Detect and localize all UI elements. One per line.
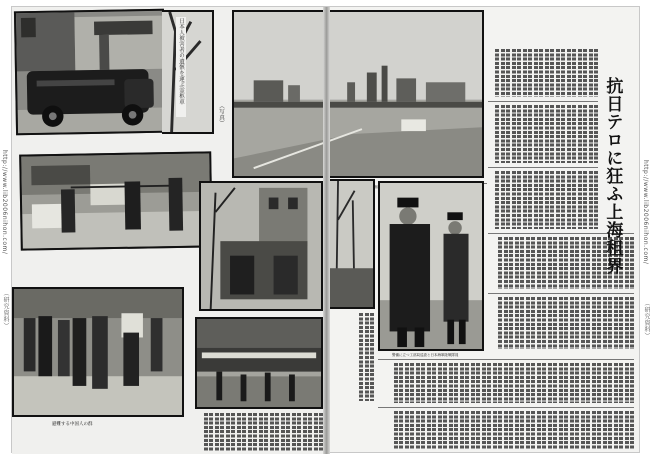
police-photo	[378, 181, 484, 351]
street-photo	[195, 317, 323, 409]
hearse-image	[16, 11, 164, 134]
right-column-text-6	[378, 363, 634, 403]
stretcher-image	[21, 153, 211, 248]
right-rule-6	[378, 407, 634, 408]
skyline-photo	[232, 10, 484, 178]
crowd-small-caption: 避難する中国人の群	[52, 422, 93, 427]
right-column-text-top	[488, 49, 598, 97]
left-bottom-text	[195, 413, 323, 451]
gate-image	[201, 183, 321, 309]
hearse-photo	[14, 9, 166, 136]
magazine-spread	[11, 6, 640, 453]
right-column-text-3	[488, 171, 598, 229]
street-image	[197, 319, 321, 407]
hearse-caption: 日本人被害者の遺骸を運ぶ霊柩車	[176, 17, 186, 117]
hearse-small-caption: （写真）	[218, 103, 224, 127]
right-column-text-5	[488, 297, 634, 349]
right-rule-5	[378, 359, 634, 360]
gate-photo	[199, 181, 323, 311]
center-strip-text	[354, 313, 374, 401]
crowd-image	[14, 289, 182, 415]
stretcher-photo	[19, 151, 213, 250]
trees-photo	[325, 179, 375, 309]
right-rule-2	[488, 167, 598, 168]
tree-photo	[162, 10, 214, 134]
right-margin-label: （研究資料）	[643, 300, 650, 339]
crowd-photo	[12, 287, 184, 417]
police-caption: 警備に立つ工部局巡査と日本海軍陸戦隊員	[392, 353, 459, 357]
skyline-image	[234, 12, 482, 176]
right-margin-url: http://www.lib2006nihon.com/	[642, 160, 649, 265]
left-margin-label: （研究資料）	[2, 290, 9, 329]
spread-gutter	[323, 7, 330, 454]
trees-image	[327, 181, 373, 307]
article-headline: 抗日テロに狂ふ上海租界	[602, 77, 623, 275]
left-margin-url: http://www.lib2006nihon.com/	[1, 150, 8, 255]
right-column-text-7	[378, 411, 634, 449]
right-rule-1	[488, 101, 598, 102]
tree-image	[162, 12, 212, 132]
police-image	[380, 183, 482, 349]
right-column-text-2	[488, 105, 598, 163]
